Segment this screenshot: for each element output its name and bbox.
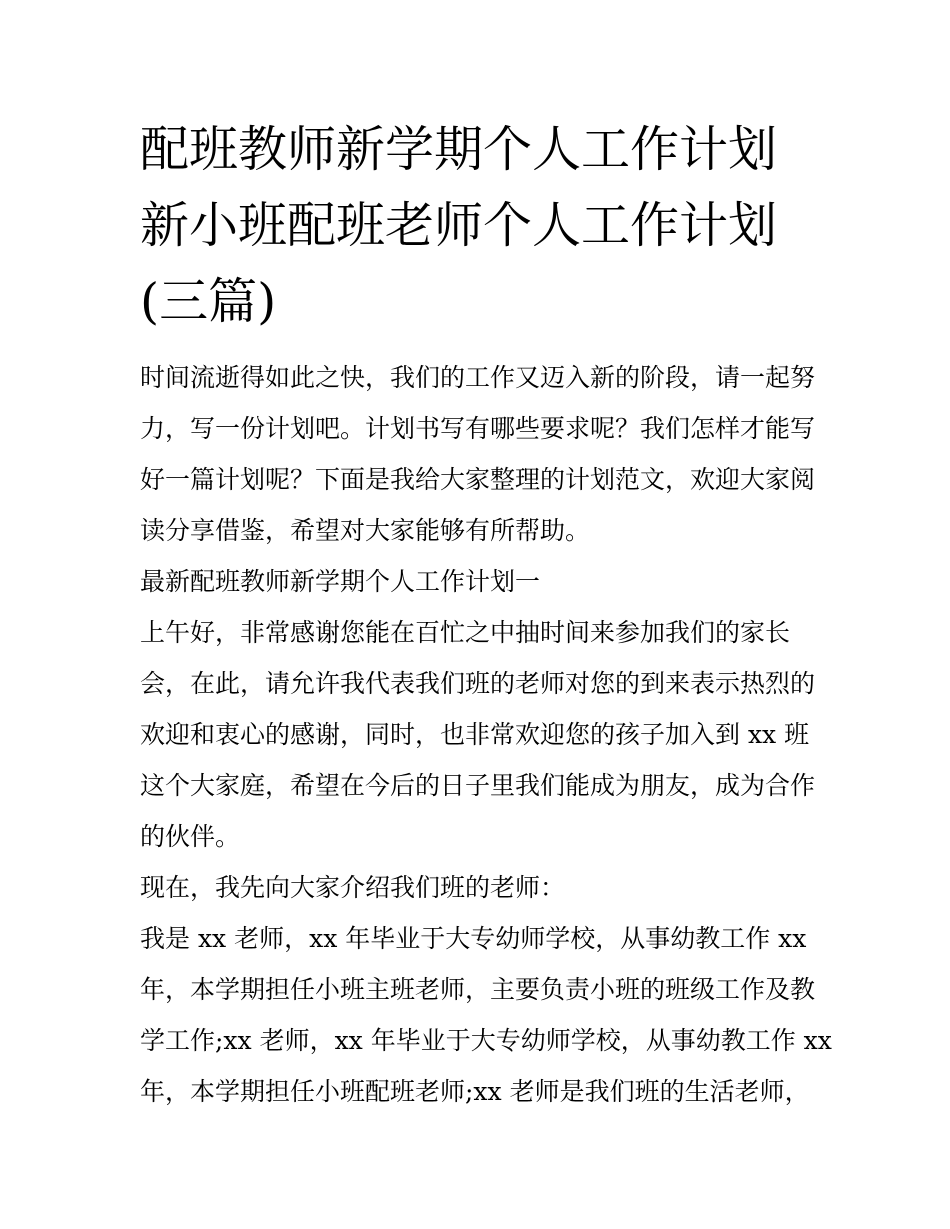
body-line-15: 年，本学期担任小班配班老师;xx 老师是我们班的生活老师，	[140, 1077, 810, 1106]
body-line-2: 力，写一份计划吧。计划书写有哪些要求呢？我们怎样才能写	[140, 414, 816, 443]
body-line-9: 这个大家庭，希望在今后的日子里我们能成为朋友，成为合作	[140, 771, 816, 800]
body-line-14: 学工作;xx 老师，xx 年毕业于大专幼师学校，从事幼教工作 xx	[140, 1026, 832, 1055]
body-line-3: 好一篇计划呢？下面是我给大家整理的计划范文，欢迎大家阅	[140, 465, 816, 494]
body-line-7: 会，在此，请允许我代表我们班的老师对您的到来表示热烈的	[140, 669, 816, 698]
body-line-1: 时间流逝得如此之快，我们的工作又迈入新的阶段，请一起努	[140, 363, 816, 392]
body-line-4: 读分享借鉴，希望对大家能够有所帮助。	[140, 516, 591, 545]
document-title	[140, 112, 820, 340]
body-line-11: 现在，我先向大家介绍我们班的老师：	[140, 873, 566, 902]
body-line-6: 上午好，非常感谢您能在百忙之中抽时间来参加我们的家长	[140, 618, 791, 647]
title-line-3: (三篇)	[140, 273, 277, 330]
document-body	[140, 352, 832, 1117]
section-heading: 最新配班教师新学期个人工作计划一	[140, 567, 541, 596]
body-line-10: 的伙伴。	[140, 822, 241, 851]
body-line-12: 我是 xx 老师，xx 年毕业于大专幼师学校，从事幼教工作 xx	[140, 924, 807, 953]
body-line-13: 年，本学期担任小班主班老师，主要负责小班的班级工作及教	[140, 975, 816, 1004]
body-line-8: 欢迎和衷心的感谢，同时，也非常欢迎您的孩子加入到 xx 班	[140, 720, 810, 749]
title-line-1: 配班教师新学期个人工作计划	[140, 121, 778, 178]
title-line-2: 新小班配班老师个人工作计划	[140, 197, 778, 254]
